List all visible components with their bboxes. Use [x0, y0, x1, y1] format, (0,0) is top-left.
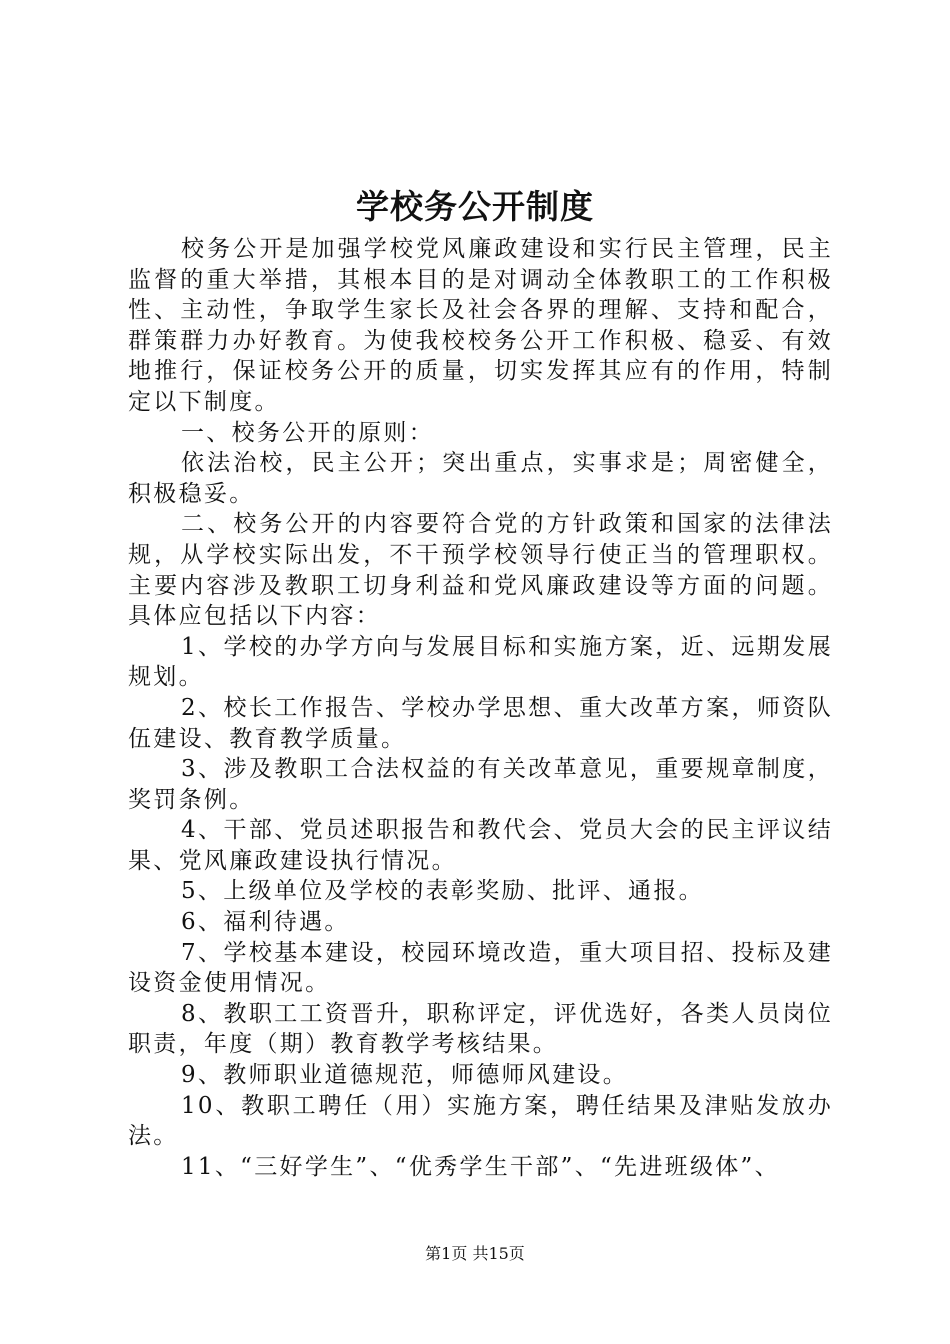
paragraph-section-2: 二、校务公开的内容要符合党的方针政策和国家的法律法规，从学校实际出发，不干预学校领导行使正当的管理职权。主要内容涉及教职工切身利益和党风廉政建设等方面的问题。具体应包括以下内容： [128, 511, 833, 630]
list-item-5: 5、上级单位及学校的表彰奖励、批评、通报。 [181, 878, 704, 905]
paragraph-section-1-heading: 一、校务公开的原则： [181, 419, 434, 446]
paragraph-principles: 依法治校，民主公开；突出重点，实事求是；周密健全，积极稳妥。 [128, 450, 833, 507]
list-item-2: 2、校长工作报告、学校办学思想、重大改革方案，师资队伍建设、教育教学质量。 [128, 694, 833, 752]
list-item-7: 7、学校基本建设，校园环境改造，重大项目招、投标及建设资金使用情况。 [128, 939, 833, 997]
list-item-10: 10、教职工聘任（用）实施方案，聘任结果及津贴发放办法。 [128, 1092, 833, 1150]
list-item-6: 6、福利待遇。 [181, 909, 350, 936]
document-title: 学校务公开制度 [356, 187, 594, 226]
page-number-footer: 第1页 共15页 [425, 1244, 525, 1263]
list-item-4: 4、干部、党员述职报告和教代会、党员大会的民主评议结果、党风廉政建设执行情况。 [128, 817, 833, 874]
list-item-11: 11、“三好学生”、“优秀学生干部”、“先进班级体”、 [181, 1153, 780, 1180]
list-item-8: 8、教职工工资晋升，职称评定，评优选好，各类人员岗位职责，年度（期）教育教学考核结果。 [128, 1000, 833, 1058]
paragraph-intro: 校务公开是加强学校党风廉政建设和实行民主管理，民主监督的重大举措，其根本目的是对调动全体教职工的工作积极性、主动性，争取学生家长及社会各界的理解、支持和配合，群策群力办好教育。为使我校校务公开工作积极、稳妥、有效地推行，保证校务公开的质量，切实发挥其应有的作用，特制定以下制度。 [128, 236, 833, 415]
list-item-3: 3、涉及教职工合法权益的有关改革意见，重要规章制度，奖罚条例。 [128, 756, 833, 813]
list-item-1: 1、学校的办学方向与发展目标和实施方案，近、远期发展规划。 [128, 633, 833, 691]
list-item-9: 9、教师职业道德规范，师德师风建设。 [181, 1062, 629, 1089]
document-body [128, 234, 833, 1182]
